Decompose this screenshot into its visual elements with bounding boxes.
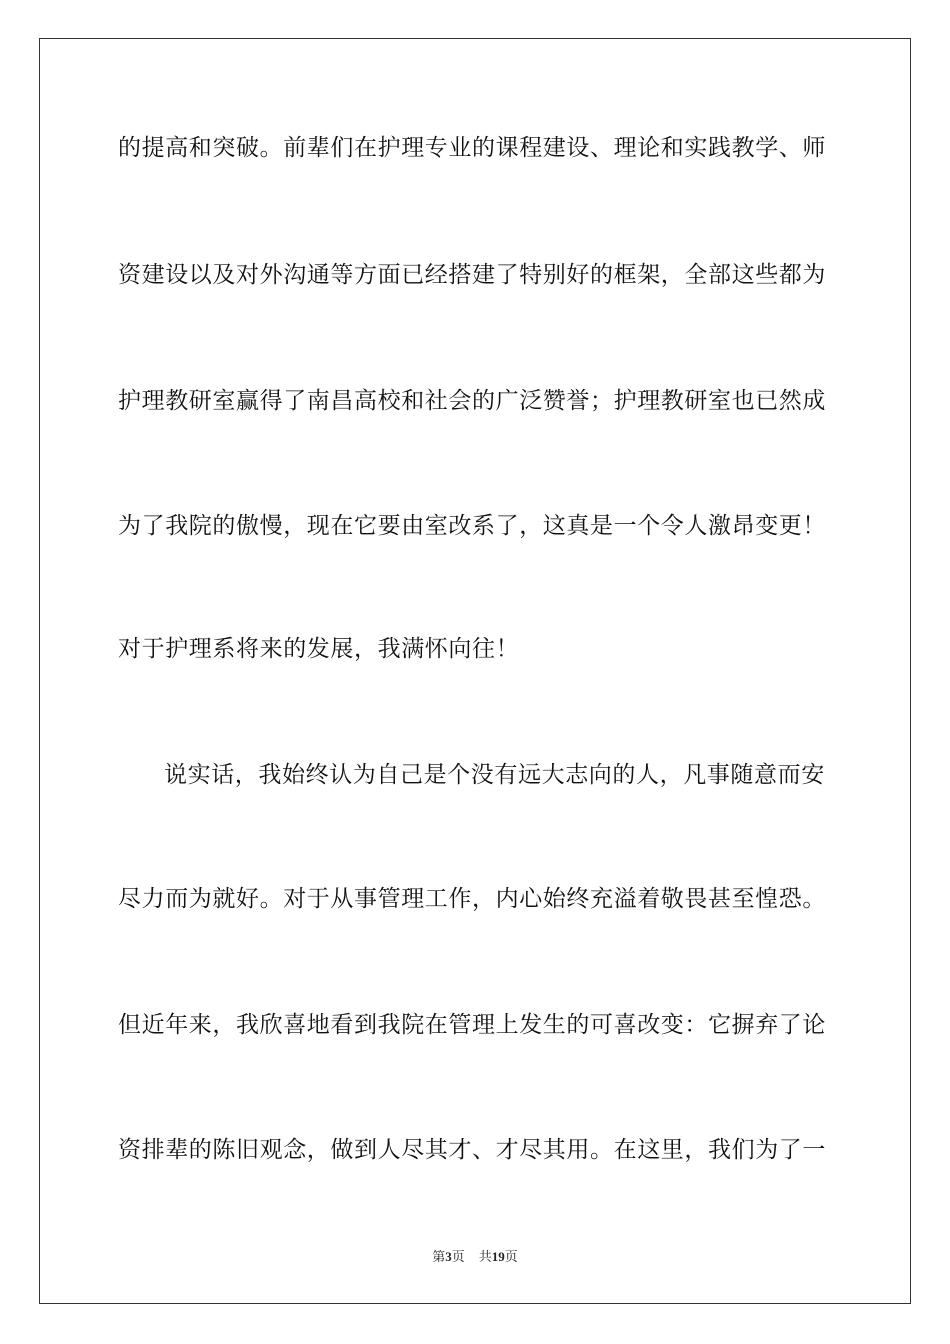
page-total-number: 19 xyxy=(491,1249,505,1264)
paragraph-line-3: 护理教研室赢得了南昌高校和社会的广泛赞誉；护理教研室也已然成 xyxy=(118,388,826,414)
paragraph-line-8: 但近年来，我欣喜地看到我院在管理上发生的可喜改变：它摒弃了论 xyxy=(118,1012,826,1038)
paragraph-line-4: 为了我院的傲慢，现在它要由室改系了，这真是一个令人激昂变更！ xyxy=(118,513,826,539)
paragraph-line-6: 说实话，我始终认为自己是个没有远大志向的人，凡事随意而安 xyxy=(164,762,825,788)
paragraph-line-2: 资建设以及对外沟通等方面已经搭建了特别好的框架，全部这些都为 xyxy=(118,262,826,288)
total-prefix: 共 xyxy=(478,1250,492,1265)
paragraph-line-7: 尽力而为就好。对于从事管理工作，内心始终充溢着敬畏甚至惶恐。 xyxy=(118,886,826,912)
paragraph-line-9: 资排辈的陈旧观念，做到人尽其才、才尽其用。在这里，我们为了一 xyxy=(118,1137,826,1163)
page-suffix: 页 xyxy=(451,1250,465,1265)
total-suffix: 页 xyxy=(504,1250,518,1265)
page-footer xyxy=(0,1248,950,1267)
page-current-number: 3 xyxy=(445,1249,452,1264)
page-prefix: 第 xyxy=(432,1250,446,1265)
paragraph-line-1: 的提高和突破。前辈们在护理专业的课程建设、理论和实践教学、师 xyxy=(118,135,826,161)
page-border xyxy=(39,38,911,1304)
paragraph-line-5: 对于护理系将来的发展，我满怀向往！ xyxy=(118,636,520,662)
